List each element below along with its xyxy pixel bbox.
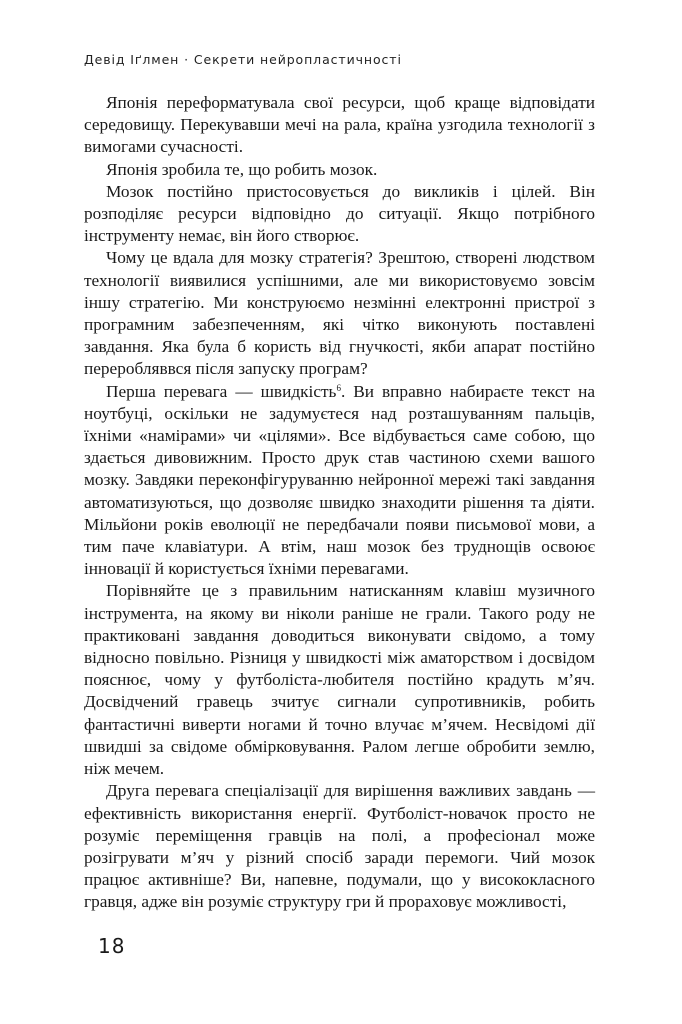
book-page [84, 0, 595, 1024]
running-head: Девід Іґлмен · Секрети нейропластичності [84, 52, 402, 67]
page-number: 18 [98, 934, 126, 958]
paragraph-5 [84, 381, 595, 581]
paragraph-7: Друга перевага спеціалізації для вирішення важливих завдань — ефективність використання енергії. Футболіст-новачок просто не розуміє переміщення гравців на полі, а професіонал може розігрувати м’яч у різний спосіб заради перемоги. Чий мозок працює активніше? Ви, напевне, подумали, що у висококласного гравця, адже він розуміє структуру гри й прораховує можливості, [84, 781, 595, 912]
body-text [84, 92, 595, 914]
paragraph-5-rest: . Ви вправно набираєте текст на ноутбуці, оскільки не задумуєтеся над розташуванням пальців, їхніми «намірами» чи «цілями». Все відбувається саме собою, що здається дивовижним. Просто друк став частиною схеми вашого мозку. Завдяки переконфігуруванню нейронної мережі такі завдання автоматизуються, що дозволяє швидко знаходити рішення та діяти. Мільйони років еволюції не передбачали появи письмової мови, а тим паче клавіатури. А втім, наш мозок без труднощів освоює інновації й користується їхніми перевагами. [84, 381, 595, 579]
paragraph-3: Мозок постійно пристосовується до викликів і цілей. Він розподіляє ресурси відповідно до ситуації. Якщо потрібного інструменту немає, він його створює. [84, 181, 595, 246]
footnote-marker[interactable]: 6 [336, 382, 341, 393]
paragraph-2: Японія зробила те, що робить мозок. [106, 159, 378, 179]
paragraph-5-lead: Перша перевага — швидкість [106, 381, 337, 401]
paragraph-6: Порівняйте це з правильним натисканням клавіш музичного інструмента, на якому ви ніколи раніше не грали. Такого роду не практиковані завдання доводиться виконувати свідомо, а тому відносно повільно. Різниця у швидкості між аматорством і досвідом пояснює, чому у футболіста-любителя постійно крадуть м’яч. Досвідчений гравець зчитує сигнали супротивників, робить фантастичні виверти ногами й точно влучає м’ячем. Несвідомі дії швидші за свідоме обмірковування. Ралом легше обробити землю, ніж мечем. [84, 581, 595, 779]
paragraph-1: Японія переформатувала свої ресурси, щоб краще відповідати середовищу. Перекувавши мечі на рала, країна узгодила технології з вимогами сучасності. [84, 93, 595, 157]
paragraph-4: Чому це вдала для мозку стратегія? Зрештою, створені людством технології виявилися успішними, але ми використовуємо зовсім іншу стратегію. Ми конструюємо незмінні електронні пристрої з програмним забезпеченням, які чітко виконують поставлені завдання. Яка була б користь від гнучкості, якби апарат постійно переробляввся після запуску програм? [84, 248, 595, 379]
